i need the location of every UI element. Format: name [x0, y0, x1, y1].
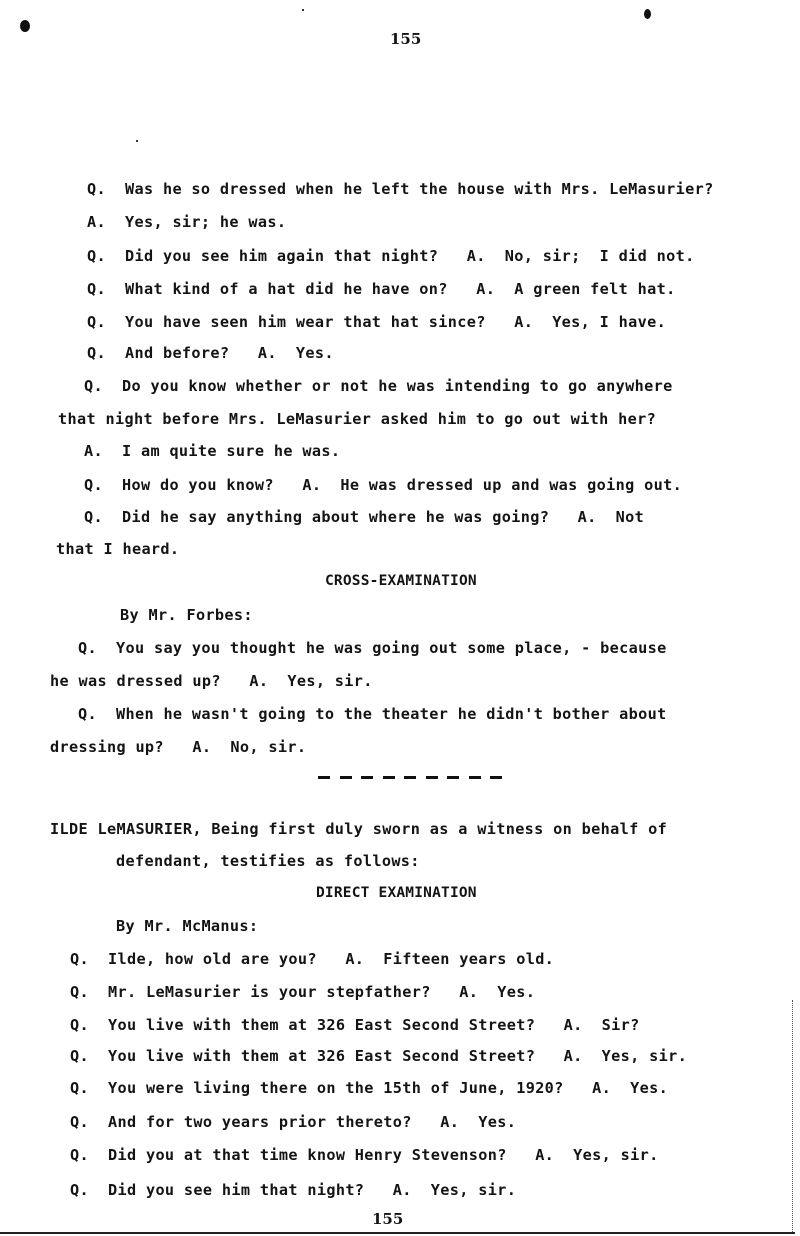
- transcript-line: Q. And for two years prior thereto? A. Yes.: [70, 1113, 517, 1131]
- transcript-line: Q. Was he so dressed when he left the house with Mrs. LeMasurier?: [87, 180, 714, 198]
- transcript-line: A. Yes, sir; he was.: [87, 213, 287, 231]
- transcript-line: Q. You say you thought he was going out some place, - because: [78, 639, 667, 657]
- cross-examination-heading: CROSS-EXAMINATION: [325, 573, 477, 589]
- page-number-top: 155: [390, 30, 422, 48]
- ink-blot-mark: [644, 9, 651, 19]
- transcript-line: Q. And before? A. Yes.: [87, 344, 334, 362]
- transcript-line: Q. How do you know? A. He was dressed up and was going out.: [84, 476, 683, 494]
- section-separator: [318, 776, 502, 780]
- transcript-line: that I heard.: [56, 540, 180, 558]
- transcript-line: Q. Do you know whether or not he was intending to go anywhere: [84, 377, 673, 395]
- direct-examination-heading: DIRECT EXAMINATION: [316, 885, 477, 901]
- transcript-line: Q. You live with them at 326 East Second Street? A. Sir?: [70, 1016, 640, 1034]
- transcript-line: defendant, testifies as follows:: [116, 852, 420, 870]
- transcript-line: By Mr. McManus:: [116, 917, 259, 935]
- scan-speck: [302, 9, 304, 11]
- transcript-line: Q. When he wasn't going to the theater he didn't bother about: [78, 705, 667, 723]
- transcript-line: dressing up? A. No, sir.: [50, 738, 307, 756]
- scan-speck: [136, 140, 138, 142]
- transcript-line: Q. You were living there on the 15th of June, 1920? A. Yes.: [70, 1079, 669, 1097]
- transcript-line: Q. Did he say anything about where he was going? A. Not: [84, 508, 645, 526]
- transcript-line: Q. Did you see him that night? A. Yes, sir.: [70, 1181, 517, 1199]
- transcript-line: A. I am quite sure he was.: [84, 442, 341, 460]
- transcript-line: Q. What kind of a hat did he have on? A. A green felt hat.: [87, 280, 676, 298]
- transcript-line: Q. Mr. LeMasurier is your stepfather? A. Yes.: [70, 983, 536, 1001]
- transcript-line: By Mr. Forbes:: [120, 606, 253, 624]
- transcript-line: Q. You live with them at 326 East Second Street? A. Yes, sir.: [70, 1047, 688, 1065]
- transcript-line: Q. Did you at that time know Henry Stevenson? A. Yes, sir.: [70, 1146, 659, 1164]
- transcript-line: Q. Ilde, how old are you? A. Fifteen years old.: [70, 950, 555, 968]
- ink-blot-mark: [20, 20, 30, 32]
- page-number-bottom: 155: [372, 1210, 404, 1228]
- transcript-line: ILDE LeMASURIER, Being first duly sworn as a witness on behalf of: [50, 820, 668, 838]
- transcript-line: that night before Mrs. LeMasurier asked him to go out with her?: [58, 410, 657, 428]
- transcript-line: Q. Did you see him again that night? A. No, sir; I did not.: [87, 247, 695, 265]
- transcript-line: he was dressed up? A. Yes, sir.: [50, 672, 373, 690]
- page-edge-bottom: [0, 1232, 795, 1234]
- page-edge-right: [792, 1000, 793, 1232]
- transcript-line: Q. You have seen him wear that hat since? A. Yes, I have.: [87, 313, 667, 331]
